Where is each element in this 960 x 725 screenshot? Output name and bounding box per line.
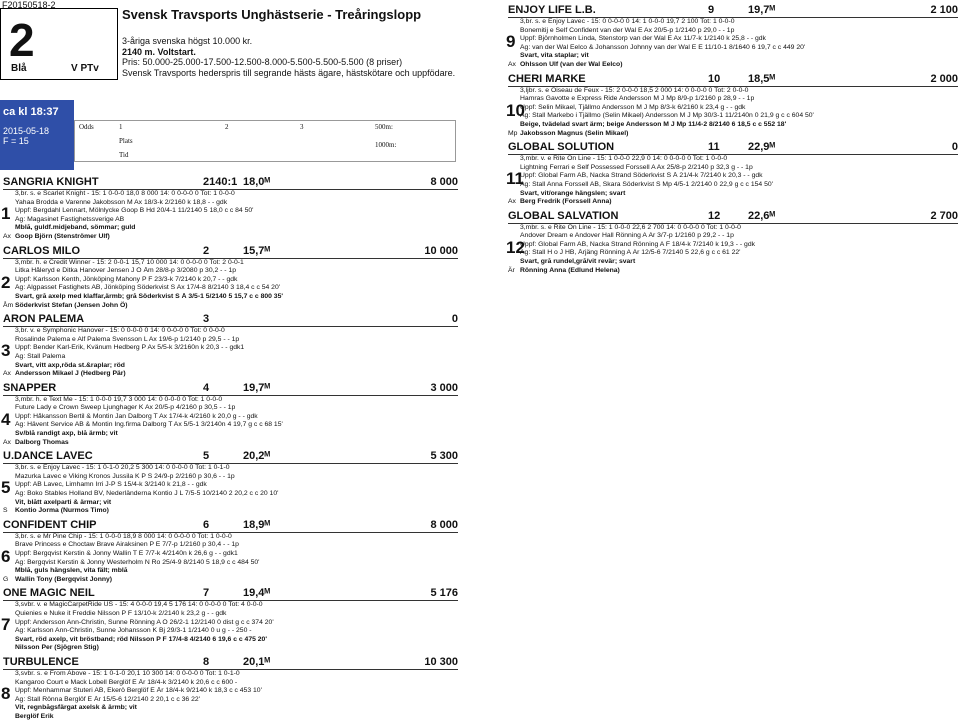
- horse-name: ENJOY LIFE L.B.: [508, 4, 596, 16]
- horse-info-line: 3,mbr. v. e Rite On Line - 15: 1 0-0-0 22,9 0 14: 0 0-0-0 0 Tot: 1 0-0-0: [520, 155, 728, 163]
- horse-record: 19,7ᴹ: [243, 381, 271, 394]
- horse-header: [3, 450, 458, 464]
- driver-code: [3, 713, 15, 722]
- start-number: 9: [506, 32, 516, 51]
- race-number: 2: [9, 14, 35, 66]
- horse-info-line: Lightning Ferrari e Self Possessed Forssell A Ax 25/8-p 2/2140 p 32,3 g - - 1p: [520, 163, 753, 171]
- start-number: 3: [1, 341, 11, 361]
- horse-info-line: Mblå, guldf.midjeband, sömmar; guld: [15, 224, 136, 232]
- horse-info-line: Litka Håleryd e Ditka Hanover Jensen J Ö Åm 28/8-p 3/2080 p 30,2 - - 1p: [15, 267, 237, 275]
- horse-post: 4: [203, 381, 210, 394]
- start-number: 1: [1, 204, 11, 223]
- driver-name: Goop Björn (Stenströmer Ulf): [15, 232, 110, 240]
- horse-info-line: Uppf: Bender Karl-Erik, Kvänum Hedberg P Ax 5/5-k 3/2160n k 20,3 - - gdk1: [15, 344, 245, 352]
- horse-info-line: 3,br. v. e Symphonic Hanover - 15: 0 0-0-0 0 14: 0 0-0-0 0 Tot: 0 0-0-0: [15, 327, 225, 335]
- horse-info-line: Uppf: Global Farm AB, Nacka Strand Söderkvist S Å 21/4-k 7/2140 k 20,3 - - gdk: [520, 172, 763, 180]
- start-number: 4: [1, 409, 11, 429]
- horse-info-line: 3,mbr. h. e Text Me - 15: 1 0-0-0 19,7 3 000 14: 0 0-0-0 0 Tot: 1 0-0-0: [15, 395, 223, 403]
- driver-name: Ohlsson Ulf (van der Wal Eelco): [520, 60, 623, 68]
- horse-info-line: Beige, tvädelad svart ärm; beige Andersson M J Mp 11/4-2 8/2140 6 18,5 c c 552 18': [520, 120, 787, 128]
- horse-name: TURBULENCE: [3, 655, 79, 668]
- race-title: Svensk Travsports Unghästserie - Treåringslopp: [122, 7, 422, 22]
- horse-info-line: Äg: Hävent Service AB & Montin Ing.firma Dalborg T Ax 5/5-1 3/2140n 4 19,7 g c c 68 15': [15, 421, 283, 429]
- right-column: [508, 4, 958, 278]
- horse-info-line: Hamras Gavotte e Express Ride Andersson M J Mp 8/9-p 1/2160 p 28,9 - - 1p: [520, 95, 755, 103]
- horse-info-line: Kangaroo Court e Mack Lobell Berglöf E År 18/4-k 3/2140 k 20,6 c c 600 -: [15, 678, 238, 686]
- horse-info-line: Uppf: AB Lavec, Limhamn Irri J-P S 15/4-k 3/2140 k 21,8 - - gdk: [15, 481, 207, 489]
- horse-post: 10: [708, 72, 721, 85]
- horse-prize: 3 000: [430, 381, 458, 394]
- m1000-label: 1000m:: [375, 141, 397, 149]
- horse-info-line: Äg: Magasinet Fastighetssverige AB: [15, 215, 125, 223]
- horse-info-line: Äg: Stall Anna Forssell AB, Skara Söderkvist S Mp 4/5-1 2/2140 0 22,9 g c c 154 50': [520, 180, 773, 188]
- horse-entry: [508, 73, 958, 139]
- horse-entry: [3, 245, 458, 311]
- horse-info-line: Quienies e Nuke it Freddie Nilsson P F 13/10-k 2/2140 k 23,2 g - - gdk: [15, 609, 227, 617]
- document-id: F20150518-2: [2, 0, 56, 10]
- horse-info-line: 3,br. s. e Enjoy Lavec - 15: 1 0-1-0 20,2 5 300 14: 0 0-0-0 0 Tot: 1 0-1-0: [15, 464, 230, 472]
- horse-info-line: Uppf: Karlsson Kenth, Jönköping Mahony P F 23/3-k 7/2140 k 20,7 - - gdk: [15, 275, 238, 283]
- horse-info-line: Äg: Stall H o J HB, Årjäng Rönning A Är 12/5-6 7/2140 5 22,6 g c c 61 22': [520, 249, 741, 257]
- horse-post: 5: [203, 450, 210, 463]
- driver-name: Dalborg Thomas: [15, 438, 69, 446]
- horse-info-line: Uppf: Selin Mikael, Tjällmo Andersson M J Mp 8/3-k 6/2160 k 23,4 g - - gdk: [520, 103, 746, 111]
- horse-info-line: Uppf: Håkansson Bertil & Montin Jan Dalborg T Ax 17/4-k 4/2160 k 20,0 g - - gdk: [15, 412, 258, 420]
- driver-code: Ax: [3, 232, 11, 240]
- driver-code: Är: [508, 266, 515, 274]
- place-1: 1: [119, 123, 123, 131]
- driver-name: Jakobsson Magnus (Selin Mikael): [520, 129, 629, 137]
- horse-name: ARON PALEMA: [3, 313, 85, 326]
- driver-code: Mp: [508, 129, 518, 137]
- horse-info-line: Äg: Boko Stables Holland BV, Nederländerna Kontio J L 7/5-5 10/2140 2 20,2 c c 20 10': [15, 490, 279, 498]
- driver-name: Andersson Mikael J (Hedberg Pär): [15, 370, 126, 378]
- start-time-box: [0, 100, 74, 170]
- start-number: 11: [506, 169, 524, 189]
- horse-info-line: Vit, blått axelparti & ärmar; vit: [15, 498, 112, 506]
- start-number: 12: [506, 237, 525, 257]
- horse-info-line: Äg: Bergqvist Kerstin & Jonny Westerholm N Ro 25/4-9 8/2140 5 18,9 c c 484 50': [15, 558, 260, 566]
- horse-prize: 2 000: [930, 72, 958, 85]
- horse-record: 18,0ᴹ: [243, 176, 271, 188]
- horse-header: [3, 382, 458, 396]
- driver-code: Ax: [508, 60, 516, 68]
- horse-post: 9: [708, 4, 715, 16]
- horse-info-line: Svart, vita staplar; vit: [520, 52, 589, 60]
- odds-label: Odds: [79, 123, 94, 131]
- horse-header: [3, 519, 458, 533]
- plats-label: Plats: [119, 137, 133, 145]
- horse-prize: 0: [451, 313, 458, 326]
- start-number: 5: [1, 478, 11, 498]
- horse-header: [3, 656, 458, 670]
- driver-code: Åm: [3, 301, 14, 309]
- horse-name: ONE MAGIC NEIL: [3, 587, 95, 600]
- horse-name: CHERI MARKE: [508, 72, 586, 85]
- horse-entry: [3, 382, 458, 448]
- horse-info-line: Uppf: Bergdahl Lennart, Mölnlycke Goop B Hd 20/4-1 11/2140 5 18,0 c c 84 50': [15, 207, 254, 215]
- horse-entry: [3, 519, 458, 585]
- horse-header: [3, 587, 458, 601]
- horse-record: 20,2ᴹ: [243, 450, 271, 463]
- place-3: 3: [300, 123, 304, 131]
- horse-header: [3, 245, 458, 259]
- race-type: V PTv: [71, 63, 99, 74]
- horse-info-line: Äg: Algpasset Fastighets AB, Jönköping Söderkvist S Ax 17/4-8 8/2140 3 18,4 c c 54 20': [15, 284, 281, 292]
- horse-info-line: Uppf: Menhammar Stuteri AB, Ekerö Berglöf E År 18/4-k 9/2140 k 18,3 c c 453 10': [15, 687, 262, 695]
- race-detail: Svensk Travsports hederspris till segrande hästs ägare, hästskötare och uppfödare.: [122, 67, 456, 78]
- race-detail: 2140 m. Voltstart.: [122, 46, 196, 57]
- horse-info-line: 3,br. s. e Scarlet Knight - 15: 1 0-0-0 18,0 8 000 14: 0 0-0-0 0 Tot: 1 0-0-0: [15, 190, 235, 197]
- horse-name: U.DANCE LAVEC: [3, 450, 93, 463]
- left-column: [3, 176, 458, 725]
- start-number: 7: [1, 615, 11, 635]
- driver-name: Söderkvist Stefan (Jensen John Ö): [15, 301, 128, 309]
- f-value: F = 15: [3, 136, 29, 146]
- horse-header: [3, 313, 458, 327]
- horse-info-line: Svart, röd axelp, vit bröstband; röd Nilsson P F 17/4-8 4/2140 6 19,6 c c 475 20': [15, 635, 267, 643]
- horse-entry: [508, 210, 958, 276]
- horse-post: 11: [708, 141, 720, 154]
- driver-code: Ax: [3, 370, 11, 378]
- driver-name: Rönning Anna (Edlund Helena): [520, 266, 620, 274]
- result-grid: [74, 120, 456, 162]
- horse-record: 15,7ᴹ: [243, 244, 271, 257]
- start-number: 10: [506, 100, 525, 120]
- horse-record: 19,7ᴹ: [748, 4, 776, 16]
- horse-record: 18,5ᴹ: [748, 72, 776, 85]
- horse-prize: 8 000: [430, 518, 458, 531]
- horse-info-line: Future Lady e Crown Sweep Ljunghager K Ax 20/5-p 4/2160 p 30,5 - - 1p: [15, 404, 236, 412]
- horse-post: 2: [203, 244, 210, 257]
- horse-info-line: Uppf: Global Farm AB, Nacka Strand Rönning A F 18/4-k 7/2140 k 19,3 - - gdk: [520, 240, 755, 248]
- horse-entry: [3, 656, 458, 722]
- horse-info-line: Äg: Stall Palema: [15, 352, 66, 360]
- horse-info-line: Vit, regnbågsfärgat axelsk & ärmb; vit: [15, 704, 137, 712]
- driver-name: Wallin Tony (Bergqvist Jonny): [15, 575, 113, 583]
- horse-header: [3, 176, 458, 190]
- horse-header: [508, 210, 958, 224]
- race-header: [122, 8, 462, 78]
- horse-record: 19,4ᴹ: [243, 587, 271, 600]
- driver-code: Ax: [3, 438, 11, 446]
- start-number: 8: [1, 683, 11, 703]
- horse-prize: 8 000: [430, 176, 458, 188]
- horse-info-line: 3,ljbr. s. e Oiseau de Feux - 15: 2 0-0-0 18,5 2 000 14: 0 0-0-0 0 Tot: 2 0-0-0: [520, 86, 749, 94]
- horse-name: GLOBAL SALVATION: [508, 209, 619, 222]
- horse-info-line: Mazurka Lavec e Viking Kronos Jussila K P S 24/9-p 2/2160 p 30,6 - - 1p: [15, 472, 235, 480]
- horse-post: 2140:1: [203, 176, 238, 188]
- horse-entry: [3, 176, 458, 242]
- horse-entry: [508, 4, 958, 70]
- horse-prize: 10 000: [424, 244, 458, 257]
- horse-info-line: 3,br. s. e Mr Pine Chip - 15: 1 0-0-0 18,9 8 000 14: 0 0-0-0 0 Tot: 1 0-0-0: [15, 532, 232, 540]
- horse-prize: 0: [951, 141, 958, 154]
- horse-info-line: Svart, grå axelp med klaffar,ärmb; grå Söderkvist S Å 3/5-1 5/2140 5 15,7 c c 800 35': [15, 292, 283, 300]
- start-time: ca kl 18:37: [3, 106, 59, 118]
- m500-label: 500m:: [375, 123, 393, 131]
- tid-label: Tid: [119, 151, 129, 159]
- horse-prize: 10 300: [424, 655, 458, 668]
- start-number: 6: [1, 546, 11, 566]
- horse-post: 12: [708, 209, 721, 222]
- horse-info-line: Andover Dream e Andover Hall Rönning A Är 3/7-p 1/2160 p 29,2 - - 1p: [520, 232, 734, 240]
- horse-prize: 2 100: [930, 4, 958, 16]
- horse-info-line: Brave Princess e Choctaw Brave Airaksinen P E 7/7-p 1/2160 p 30,4 - - 1p: [15, 541, 239, 549]
- horse-name: CARLOS MILO: [3, 244, 80, 257]
- race-date: 2015-05-18: [3, 126, 50, 136]
- horse-info-line: Svart, vit/orange hängslen; svart: [520, 189, 626, 197]
- horse-info-line: Sv/blå randigt axp, blå ärmb; vit: [15, 430, 118, 438]
- race-detail: Pris: 50.000-25.000-17.500-12.500-8.000-5.500-5.500-5.500 (8 priser): [122, 57, 403, 67]
- horse-info-line: Äg: Stall Markebo i Tjällmo (Selin Mikael) Andersson M J Mp 30/3-1 11/2140n 0 21,9 g c c 604 50': [520, 112, 814, 120]
- race-number-box: [0, 8, 118, 80]
- horse-info-line: Äg: Karlsson Ann-Christin, Sunne Johansson K Bj 29/3-1 1/2140 0 u g - - 250 -: [15, 627, 252, 635]
- horse-post: 6: [203, 518, 210, 531]
- horse-header: [508, 73, 958, 87]
- horse-name: CONFIDENT CHIP: [3, 518, 97, 531]
- horse-post: 3: [203, 313, 210, 326]
- horse-prize: 5 176: [430, 587, 458, 600]
- horse-info-line: Äg: Stall Rönna Berglöf E År 15/5-6 12/2140 2 20,1 c c 36 22': [15, 695, 200, 703]
- horse-info-line: Svart, grå rundel,grå/vit revär; svart: [520, 258, 636, 266]
- horse-info-line: 3,br. s. e Enjoy Lavec - 15: 0 0-0-0 0 14: 1 0-0-0 19,7 2 100 Tot: 1 0-0-0: [520, 18, 735, 25]
- horse-info-line: Yahaa Brodda e Varenne Jakobsson M Ax 18/3-k 2/2160 k 18,8 - - gdk: [15, 198, 228, 206]
- horse-post: 7: [203, 587, 210, 600]
- horse-post: 8: [203, 655, 210, 668]
- horse-name: SNAPPER: [3, 381, 57, 394]
- race-track: Blå: [11, 63, 27, 74]
- driver-code: G: [3, 575, 9, 583]
- horse-prize: 5 300: [430, 450, 458, 463]
- horse-entry: [3, 313, 458, 379]
- horse-info-line: Mblå, guls hängslen, vita fält; mblå: [15, 567, 128, 575]
- horse-info-line: Uppf: Andersson Ann-Christin, Sunne Rönning A Ö 26/2-1 12/2140 0 dist g c c 374 20': [15, 618, 274, 626]
- horse-prize: 2 700: [930, 209, 958, 222]
- horse-info-line: 3,svbr. v. e MagicCarpetRide US - 15: 4 0-0-0 19,4 5 176 14: 0 0-0-0 0 Tot: 4 0-0-0: [15, 601, 263, 609]
- driver-name: Berg Fredrik (Forssell Anna): [520, 198, 612, 206]
- horse-info-line: Svart, vitt axp,röda st.&raplar; röd: [15, 361, 125, 369]
- horse-info-line: 3,mbr. s. e Rite On Line - 15: 1 0-0-0 22,6 2 700 14: 0 0-0-0 0 Tot: 1 0-0-0: [520, 223, 741, 231]
- driver-code: [3, 644, 15, 653]
- driver-code: S: [3, 507, 8, 515]
- race-detail: 3-åriga svenska högst 10.000 kr.: [122, 36, 253, 46]
- driver-code: Ax: [508, 198, 516, 206]
- horse-info-line: 3,mbr. h. e Credit Winner - 15: 2 0-0-1 15,7 10 000 14: 0 0-0-0 0 Tot: 2 0-0-1: [15, 258, 244, 266]
- horse-info-line: Uppf: Bergqvist Kerstin & Jonny Wallin T E 7/7-k 4/2140n k 26,6 g - - gdk1: [15, 550, 238, 557]
- horse-record: 22,6ᴹ: [748, 209, 776, 222]
- horse-record: 22,9ᴹ: [748, 141, 776, 154]
- driver-name: Berglöf Erik: [15, 712, 54, 720]
- horse-info-line: Bonemitij e Self Confident van der Wal E Ax 20/5-p 1/2140 p 29,0 - - 1p: [520, 26, 735, 34]
- driver-name: Nilsson Per (Sjögren Stig): [15, 644, 99, 652]
- horse-entry: [3, 587, 458, 653]
- horse-record: 18,9ᴹ: [243, 518, 271, 531]
- horse-entry: [508, 141, 958, 207]
- horse-name: SANGRIA KNIGHT: [3, 176, 99, 188]
- horse-info-line: Uppf: Björnholmen Linda, Stenstorp van der Wal E Ax 11/7-k 1/2140 k 25,8 - - gdk: [520, 35, 766, 43]
- horse-header: [508, 4, 958, 18]
- horse-name: GLOBAL SOLUTION: [508, 141, 615, 154]
- driver-name: Kontio Jorma (Nurmos Timo): [15, 507, 109, 515]
- horse-info-line: Äg: van der Wal Eelco & Johansson Johnny van der Wal E E 11/10-1 8/1640 6 19,7 c c 449 20': [520, 43, 806, 51]
- horse-entry: [3, 450, 458, 516]
- horse-info-line: 3,svbr. s. e From Above - 15: 1 0-1-0 20,1 10 300 14: 0 0-0-0 0 Tot: 1 0-1-0: [15, 669, 240, 677]
- place-2: 2: [225, 123, 229, 131]
- start-number: 2: [1, 272, 11, 292]
- horse-header: [508, 141, 958, 155]
- horse-info-line: Rosalinde Palema e Alf Palema Svensson L Ax 19/6-p 1/2140 p 29,5 - - 1p: [15, 335, 240, 343]
- horse-record: 20,1ᴹ: [243, 655, 271, 668]
